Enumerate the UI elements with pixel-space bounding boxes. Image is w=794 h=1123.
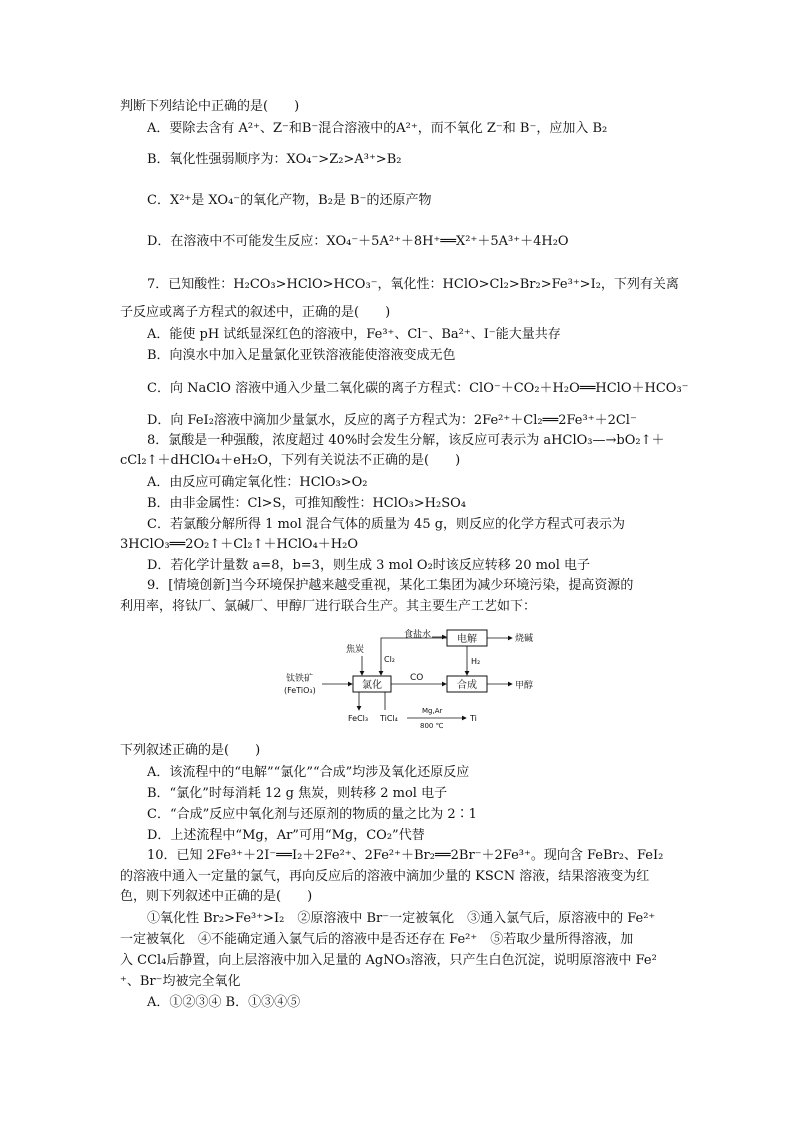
question-8-line-1: 8．氯酸是一种强酸，浓度超过 40%时会发生分解，该反应可表示为 aHClO₃—→bO₂↑＋ xyxy=(147,433,665,448)
q6-option-c: C．X²⁺是 XO₄⁻的氧化产物，B₂是 B⁻的还原产物 xyxy=(147,193,432,208)
question-10-statement-3: 入 CCl₄后静置，向上层溶液中加入足量的 AgNO₃溶液，只产生白色沉淀，说明原溶液中 Fe² xyxy=(120,953,657,968)
question-9-line-1: 9．[情境创新]当今环境保护越来越受重视，某化工集团为减少环境污染，提高资源的 xyxy=(147,578,634,593)
question-7-line-2: 子反应或离子方程式的叙述中，正确的是( ) xyxy=(120,305,391,320)
q7-option-b: B．向溴水中加入足量氯化亚铁溶液能使溶液变成无色 xyxy=(147,348,456,363)
question-10-statement-4: ⁺、Br⁻均被完全氧化 xyxy=(120,974,241,989)
q6-option-b: B．氧化性强弱顺序为：XO₄⁻>Z₂>A³⁺>B₂ xyxy=(147,152,402,167)
process-flow-diagram xyxy=(280,626,580,738)
ticl4-label: TiCl₄ xyxy=(380,714,398,723)
q6-option-a: A．要除去含有 A²⁺、Z⁻和B⁻混合溶液中的A²⁺，而不氧化 Z⁻和 B⁻，应加入 B₂ xyxy=(147,121,608,136)
q7-option-a: A．能使 pH 试纸显深红色的溶液中，Fe³⁺、Cl⁻、Ba²⁺、I⁻能大量共存 xyxy=(147,327,561,342)
q9-option-c: C．“合成”反应中氧化剂与还原剂的物质的量之比为 2∶1 xyxy=(147,807,477,822)
question-10-line-3: 色，则下列叙述中正确的是( ) xyxy=(120,889,313,904)
caustic-soda-label: 烧碱 xyxy=(515,634,534,644)
ti-label: Ti xyxy=(470,714,477,723)
question-6-stem: 判断下列结论中正确的是( ) xyxy=(120,99,300,114)
question-10-statement-2: 一定被氧化 ④不能确定通入氯气后的溶液中是否还存在 Fe²⁺ ⑤若取少量所得溶液，加 xyxy=(120,932,634,947)
q6-option-d: D．在溶液中不可能发生反应：XO₄⁻＋5A²⁺＋8H⁺══X²⁺＋5A³⁺＋4H₂O xyxy=(147,234,569,249)
methanol-label: 甲醇 xyxy=(515,681,534,691)
coke-label: 焦炭 xyxy=(346,645,365,655)
temperature-label: 800 ℃ xyxy=(420,722,444,730)
q9-option-a: A．该流程中的“电解”“氯化”“合成”均涉及氧化还原反应 xyxy=(147,765,470,780)
question-8-line-2: cCl₂↑＋dHClO₄＋eH₂O，下列有关说法不正确的是( ) xyxy=(120,453,461,468)
q7-option-d: D．向 FeI₂溶液中滴加少量氯水，反应的离子方程式为：2Fe²⁺＋Cl₂══2Fe³⁺＋2Cl⁻ xyxy=(147,413,637,428)
question-9-line-2: 利用率，将钛厂、氯碱厂、甲醇厂进行联合生产。其主要生产工艺如下： xyxy=(120,599,537,614)
cl2-label: Cl₂ xyxy=(384,655,396,664)
fecl3-label: FeCl₃ xyxy=(348,714,369,723)
q7-option-c: C．向 NaClO 溶液中通入少量二氧化碳的离子方程式：ClO⁻＋CO₂＋H₂O══HClO＋HCO₃⁻ xyxy=(147,381,689,396)
synthesis-label: 合成 xyxy=(457,680,477,691)
question-9-stem: 下列叙述正确的是( ) xyxy=(120,743,261,758)
q8-option-d: D．若化学计量数 a=8，b=3，则生成 3 mol O₂时该反应转移 20 mol 电子 xyxy=(147,558,591,573)
q9-option-d: D．上述流程中“Mg，Ar”可用“Mg，CO₂”代替 xyxy=(147,828,425,843)
co-label: CO xyxy=(410,673,424,683)
chlorination-label: 氯化 xyxy=(362,680,382,691)
electrolysis-label: 电解 xyxy=(457,634,477,645)
question-10-line-2: 的溶液中通入一定量的氯气，再向反应后的溶液中滴加少量的 KSCN 溶液，结果溶液变为红 xyxy=(120,869,650,884)
brine-label: 食盐水 xyxy=(404,630,432,640)
ilmenite-label: 钛铁矿 xyxy=(286,674,314,684)
question-10-statement-1: ①氧化性 Br₂>Fe³⁺>I₂ ②原溶液中 Br⁻一定被氧化 ③通入氯气后，原溶液中的 Fe²⁺ xyxy=(147,911,656,926)
question-10-options: A．①②③④ B．①③④⑤ xyxy=(147,995,301,1010)
question-7-line-1: 7．已知酸性：H₂CO₃>HClO>HCO₃⁻，氧化性：HClO>Cl₂>Br₂>Fe³⁺>I₂，下列有关离 xyxy=(147,277,679,292)
q8-option-b: B．由非金属性：Cl>S，可推知酸性：HClO₃>H₂SO₄ xyxy=(147,496,466,511)
q8-option-c: C．若氯酸分解所得 1 mol 混合气体的质量为 45 g，则反应的化学方程式可表示为 xyxy=(147,517,626,532)
q9-option-b: B．“氯化”时每消耗 12 g 焦炭，则转移 2 mol 电子 xyxy=(147,786,448,801)
h2-label: H₂ xyxy=(471,657,481,666)
q8-option-c-equation: 3HClO₃══2O₂↑＋Cl₂↑＋HClO₄＋H₂O xyxy=(120,537,358,552)
ilmenite-formula: (FeTiO₃) xyxy=(284,686,316,695)
q8-option-a: A．由反应可确定氧化性：HClO₃>O₂ xyxy=(147,475,368,490)
mg-ar-label: Mg,Ar xyxy=(422,707,443,715)
question-10-line-1: 10．已知 2Fe³⁺＋2I⁻══I₂＋2Fe²⁺、2Fe²⁺＋Br₂══2Br⁻＋2Fe³⁺。现向含 FeBr₂、FeI₂ xyxy=(147,848,664,863)
